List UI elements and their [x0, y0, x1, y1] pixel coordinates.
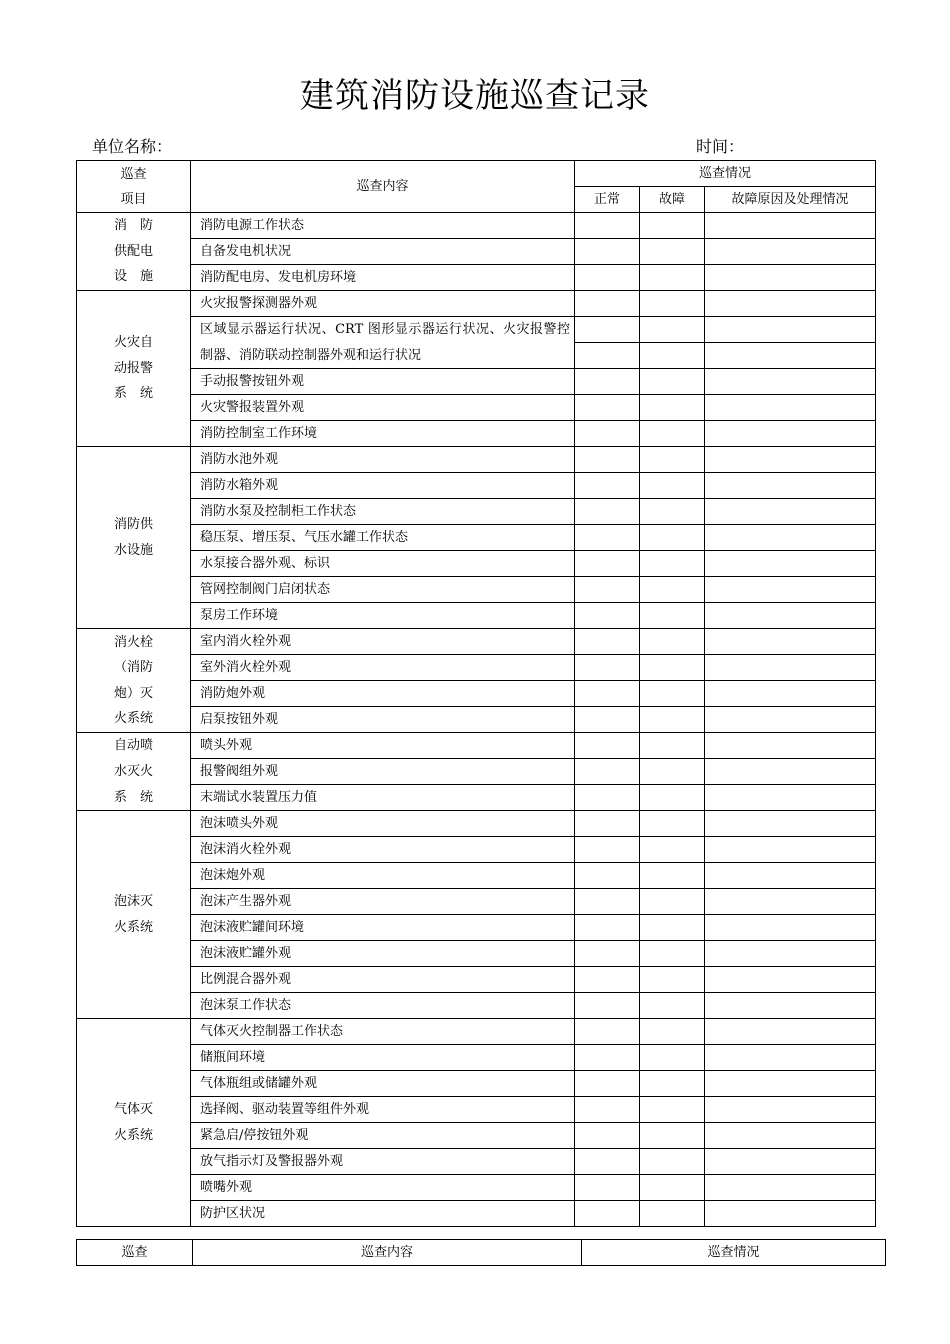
inspection-item: 气体瓶组或储罐外观: [191, 1071, 575, 1097]
time-label: 时间：: [696, 137, 745, 156]
inspection-item: 消防炮外观: [191, 681, 575, 707]
reason-cell[interactable]: [705, 499, 876, 525]
fault-cell[interactable]: [640, 213, 705, 239]
table-row: [77, 1201, 876, 1227]
normal-cell[interactable]: [575, 785, 640, 811]
normal-cell[interactable]: [575, 915, 640, 941]
table-row: [77, 993, 876, 1019]
inspection-item: 放气指示灯及警报器外观: [191, 1149, 575, 1175]
reason-cell[interactable]: [705, 629, 876, 655]
normal-cell[interactable]: [575, 447, 640, 473]
inspection-item: 喷嘴外观: [191, 1175, 575, 1201]
normal-cell[interactable]: [575, 759, 640, 785]
page-title: 建筑消防设施巡查记录: [300, 76, 650, 116]
normal-cell[interactable]: [575, 863, 640, 889]
continuation-table: [76, 1239, 886, 1266]
table-row: [77, 915, 876, 941]
table-row: [77, 1045, 876, 1071]
second-header-content: 巡查内容: [193, 1240, 582, 1266]
reason-cell[interactable]: [705, 603, 876, 629]
inspection-item: 泡沫产生器外观: [191, 889, 575, 915]
table-row: [77, 421, 876, 447]
fault-cell[interactable]: [640, 915, 705, 941]
category-label-line: 火系统: [113, 919, 153, 935]
normal-cell[interactable]: [575, 629, 640, 655]
reason-cell[interactable]: [705, 681, 876, 707]
reason-cell[interactable]: [705, 941, 876, 967]
normal-cell[interactable]: [575, 1123, 640, 1149]
normal-cell[interactable]: [575, 707, 640, 733]
normal-cell[interactable]: [575, 213, 640, 239]
category-cell: [77, 291, 191, 447]
table-row: [77, 759, 876, 785]
normal-cell[interactable]: [575, 265, 640, 291]
header-fault: 故障: [640, 187, 705, 213]
inspection-item: 紧急启/停按钮外观: [191, 1123, 575, 1149]
normal-cell[interactable]: [575, 681, 640, 707]
inspection-item: 启泵按钮外观: [191, 707, 575, 733]
header-item-line2: 项目: [120, 191, 147, 207]
category-label-line: 火系统: [113, 711, 153, 727]
fault-cell[interactable]: [640, 395, 705, 421]
table-row: [77, 239, 876, 265]
reason-cell[interactable]: [705, 213, 876, 239]
category-label-line: 系 统: [113, 386, 153, 402]
reason-cell[interactable]: [705, 1019, 876, 1045]
category-label-line: （消防: [113, 660, 153, 676]
fault-cell[interactable]: [640, 759, 705, 785]
normal-cell[interactable]: [575, 1175, 640, 1201]
category-label-line: 水设施: [113, 542, 153, 558]
reason-cell[interactable]: [705, 473, 876, 499]
fault-cell[interactable]: [640, 239, 705, 265]
reason-cell[interactable]: [705, 889, 876, 915]
inspection-item: 消防配电房、发电机房环境: [191, 265, 575, 291]
second-header-status: 巡查情况: [582, 1240, 886, 1266]
reason-cell[interactable]: [705, 915, 876, 941]
fault-cell[interactable]: [640, 265, 705, 291]
table-row: [77, 655, 876, 681]
reason-cell[interactable]: [705, 759, 876, 785]
category-cell: [77, 811, 191, 1019]
inspection-item: 喷头外观: [191, 733, 575, 759]
table-row: [77, 733, 876, 759]
fault-cell[interactable]: [640, 941, 705, 967]
category-label-line: 水灭火: [113, 763, 153, 779]
inspection-item: 消防水泵及控制柜工作状态: [191, 499, 575, 525]
table-row: [77, 577, 876, 603]
unit-name-label: 单位名称：: [92, 137, 173, 156]
fault-cell[interactable]: [640, 369, 705, 395]
fault-cell[interactable]: [640, 733, 705, 759]
inspection-item: 室内消火栓外观: [191, 629, 575, 655]
normal-cell[interactable]: [575, 421, 640, 447]
reason-cell[interactable]: [705, 317, 876, 343]
normal-cell[interactable]: [575, 369, 640, 395]
table-row: [77, 681, 876, 707]
reason-cell[interactable]: [705, 265, 876, 291]
fault-cell[interactable]: [640, 1149, 705, 1175]
category-label-line: 泡沫灭: [113, 894, 153, 910]
table-row: [77, 499, 876, 525]
fault-cell[interactable]: [640, 993, 705, 1019]
reason-cell[interactable]: [705, 707, 876, 733]
table-row: [77, 291, 876, 317]
category-label-line: 系 统: [113, 789, 153, 805]
normal-cell[interactable]: [575, 395, 640, 421]
reason-cell[interactable]: [705, 525, 876, 551]
fault-cell[interactable]: [640, 473, 705, 499]
table-row: [77, 1019, 876, 1045]
fault-cell[interactable]: [640, 863, 705, 889]
reason-cell[interactable]: [705, 1071, 876, 1097]
normal-cell[interactable]: [575, 811, 640, 837]
category-label-line: 动报警: [113, 360, 153, 376]
reason-cell[interactable]: [705, 395, 876, 421]
fault-cell[interactable]: [640, 525, 705, 551]
inspection-item: 防护区状况: [191, 1201, 575, 1227]
table-row: [77, 837, 876, 863]
table-row: [77, 603, 876, 629]
reason-cell[interactable]: [705, 655, 876, 681]
header-reason: 故障原因及处理情况: [705, 187, 876, 213]
table-row: [77, 551, 876, 577]
fault-cell[interactable]: [640, 1201, 705, 1227]
category-label-line: 自动喷: [113, 738, 153, 754]
reason-cell[interactable]: [705, 447, 876, 473]
inspection-item: 稳压泵、增压泵、气压水罐工作状态: [191, 525, 575, 551]
fault-cell[interactable]: [640, 603, 705, 629]
reason-cell[interactable]: [705, 837, 876, 863]
normal-cell[interactable]: [575, 1201, 640, 1227]
table-row: [77, 473, 876, 499]
fault-cell[interactable]: [640, 681, 705, 707]
inspection-item: 报警阀组外观: [191, 759, 575, 785]
normal-cell[interactable]: [575, 1071, 640, 1097]
category-cell: [77, 213, 191, 291]
table-row: [77, 1175, 876, 1201]
reason-cell[interactable]: [705, 577, 876, 603]
category-label-line: 消火栓: [113, 634, 153, 650]
table-row: [77, 863, 876, 889]
inspection-item: 消防水箱外观: [191, 473, 575, 499]
fault-cell[interactable]: [640, 551, 705, 577]
category-label-line: 供配电: [113, 243, 153, 259]
table-row: [77, 213, 876, 239]
normal-cell[interactable]: [575, 993, 640, 1019]
table-row: [77, 525, 876, 551]
fault-cell[interactable]: [640, 811, 705, 837]
fault-cell[interactable]: [640, 1097, 705, 1123]
header-item: [77, 161, 191, 213]
table-row: [77, 369, 876, 395]
inspection-item: 室外消火栓外观: [191, 655, 575, 681]
table-row: [77, 785, 876, 811]
fault-cell[interactable]: [640, 1045, 705, 1071]
inspection-item: 泡沫泵工作状态: [191, 993, 575, 1019]
category-label-line: 火灾自: [113, 335, 153, 351]
fault-cell[interactable]: [640, 343, 705, 369]
category-label-line: 火系统: [113, 1127, 153, 1143]
fault-cell[interactable]: [640, 629, 705, 655]
category-label-line: 炮）灭: [113, 685, 153, 701]
fault-cell[interactable]: [640, 707, 705, 733]
table-row: [77, 889, 876, 915]
inspection-item: 自备发电机状况: [191, 239, 575, 265]
normal-cell[interactable]: [575, 525, 640, 551]
table-row: [77, 811, 876, 837]
fault-cell[interactable]: [640, 785, 705, 811]
inspection-item: 泡沫液贮罐外观: [191, 941, 575, 967]
normal-cell[interactable]: [575, 603, 640, 629]
header-item-line1: 巡查: [120, 166, 147, 182]
fault-cell[interactable]: [640, 1071, 705, 1097]
fault-cell[interactable]: [640, 655, 705, 681]
category-cell: [77, 1019, 191, 1227]
table-row: [77, 265, 876, 291]
normal-cell[interactable]: [575, 655, 640, 681]
fault-cell[interactable]: [640, 1123, 705, 1149]
normal-cell[interactable]: [575, 941, 640, 967]
reason-cell[interactable]: [705, 733, 876, 759]
normal-cell[interactable]: [575, 291, 640, 317]
fault-cell[interactable]: [640, 499, 705, 525]
inspection-item: 消防水池外观: [191, 447, 575, 473]
category-label-line: 设 施: [113, 269, 153, 285]
inspection-item: 比例混合器外观: [191, 967, 575, 993]
table-row: [77, 1149, 876, 1175]
fault-cell[interactable]: [640, 889, 705, 915]
normal-cell[interactable]: [575, 551, 640, 577]
table-row: [77, 1123, 876, 1149]
inspection-item: 手动报警按钮外观: [191, 369, 575, 395]
reason-cell[interactable]: [705, 993, 876, 1019]
normal-cell[interactable]: [575, 343, 640, 369]
table-row: [77, 941, 876, 967]
normal-cell[interactable]: [575, 317, 640, 343]
reason-cell[interactable]: [705, 1201, 876, 1227]
inspection-item: 泡沫炮外观: [191, 863, 575, 889]
inspection-item: 泡沫液贮罐间环境: [191, 915, 575, 941]
reason-cell[interactable]: [705, 551, 876, 577]
fault-cell[interactable]: [640, 291, 705, 317]
normal-cell[interactable]: [575, 239, 640, 265]
normal-cell[interactable]: [575, 967, 640, 993]
inspection-item: 选择阀、驱动装置等组件外观: [191, 1097, 575, 1123]
inspection-item: 泡沫喷头外观: [191, 811, 575, 837]
fault-cell[interactable]: [640, 317, 705, 343]
table-row: [77, 1071, 876, 1097]
inspection-item: 消防控制室工作环境: [191, 421, 575, 447]
header-content: 巡查内容: [191, 161, 575, 213]
reason-cell[interactable]: [705, 239, 876, 265]
table-row: [77, 1097, 876, 1123]
reason-cell[interactable]: [705, 967, 876, 993]
normal-cell[interactable]: [575, 889, 640, 915]
fault-cell[interactable]: [640, 1019, 705, 1045]
inspection-item: 末端试水装置压力值: [191, 785, 575, 811]
normal-cell[interactable]: [575, 499, 640, 525]
category-cell: [77, 447, 191, 629]
normal-cell[interactable]: [575, 577, 640, 603]
reason-cell[interactable]: [705, 1097, 876, 1123]
reason-cell[interactable]: [705, 785, 876, 811]
inspection-item: 储瓶间环境: [191, 1045, 575, 1071]
reason-cell[interactable]: [705, 1175, 876, 1201]
inspection-item: 水泵接合器外观、标识: [191, 551, 575, 577]
normal-cell[interactable]: [575, 733, 640, 759]
inspection-item: 区域显示器运行状况、CRT 图形显示器运行状况、火灾报警控制器、消防联动控制器外观和运行状况: [191, 317, 575, 369]
header-status: 巡查情况: [575, 161, 876, 187]
inspection-item: 消防电源工作状态: [191, 213, 575, 239]
reason-cell[interactable]: [705, 291, 876, 317]
fault-cell[interactable]: [640, 421, 705, 447]
header-normal: 正常: [575, 187, 640, 213]
table-row: [77, 447, 876, 473]
category-label-line: 消 防: [113, 218, 153, 234]
normal-cell[interactable]: [575, 1097, 640, 1123]
reason-cell[interactable]: [705, 811, 876, 837]
table-row: [77, 395, 876, 421]
table-row: [77, 317, 876, 343]
category-cell: [77, 733, 191, 811]
reason-cell[interactable]: [705, 1045, 876, 1071]
category-label-line: 气体灭: [113, 1102, 153, 1118]
inspection-item: 泡沫消火栓外观: [191, 837, 575, 863]
normal-cell[interactable]: [575, 1149, 640, 1175]
fault-cell[interactable]: [640, 447, 705, 473]
reason-cell[interactable]: [705, 1149, 876, 1175]
reason-cell[interactable]: [705, 863, 876, 889]
normal-cell[interactable]: [575, 837, 640, 863]
fault-cell[interactable]: [640, 967, 705, 993]
reason-cell[interactable]: [705, 421, 876, 447]
category-cell: [77, 629, 191, 733]
inspection-item: 管网控制阀门启闭状态: [191, 577, 575, 603]
inspection-item: 气体灭火控制器工作状态: [191, 1019, 575, 1045]
inspection-table: [76, 160, 876, 1227]
inspection-item: 火灾警报装置外观: [191, 395, 575, 421]
second-header-item: 巡查: [77, 1240, 193, 1266]
normal-cell[interactable]: [575, 473, 640, 499]
inspection-item: 火灾报警探测器外观: [191, 291, 575, 317]
inspection-item: 泵房工作环境: [191, 603, 575, 629]
reason-cell[interactable]: [705, 369, 876, 395]
table-row: [77, 707, 876, 733]
table-row: [77, 967, 876, 993]
reason-cell[interactable]: [705, 1123, 876, 1149]
category-label-line: 消防供: [113, 517, 153, 533]
fault-cell[interactable]: [640, 577, 705, 603]
normal-cell[interactable]: [575, 1045, 640, 1071]
fault-cell[interactable]: [640, 1175, 705, 1201]
normal-cell[interactable]: [575, 1019, 640, 1045]
table-row: [77, 629, 876, 655]
fault-cell[interactable]: [640, 837, 705, 863]
reason-cell[interactable]: [705, 343, 876, 369]
